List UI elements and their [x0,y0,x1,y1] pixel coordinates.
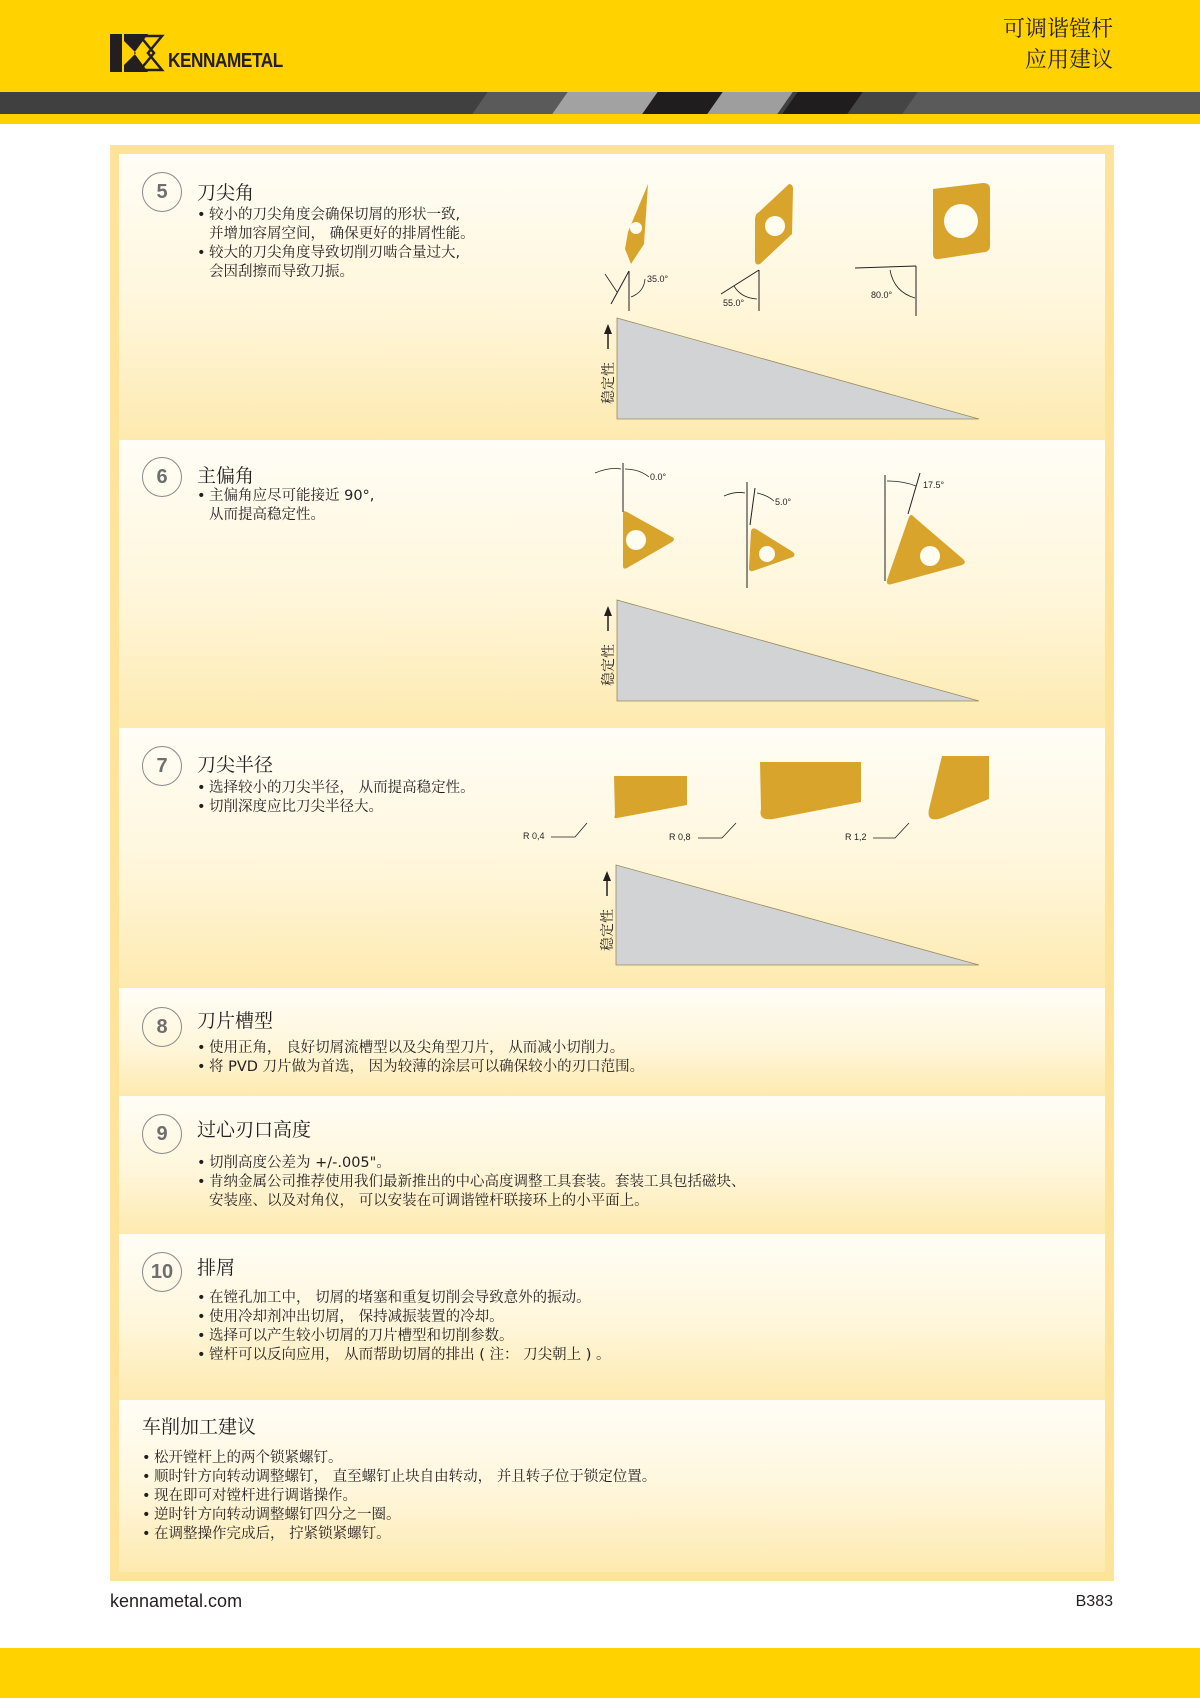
insert-17-5deg-icon [885,473,965,585]
bullet-item: • 较大的刀尖角度导致切削刃啮合量过大, 会因刮擦而导致刀振。 [197,244,475,282]
svg-text:0.0°: 0.0° [650,472,667,482]
bullet-item: • 选择较小的刀尖半径， 从而提高稳定性。 [197,779,475,798]
bullet-item: • 较小的刀尖角度会确保切屑的形状一致, 并增加容屑空间， 确保更好的排屑性能。 [197,206,475,244]
stability-chart [600,318,979,419]
footer-website: kennametal.com [110,1591,243,1611]
bullet-item: • 肯纳金属公司推荐使用我们最新推出的中心高度调整工具套装。套装工具包括磁块、 安装座、以及对角仪， 可以安装在可调谐镗杆联接环上的小平面上。 [197,1173,746,1211]
stability-label: 稳定性 [601,644,617,686]
page-title-line1: 可调谐镗杆 [1002,17,1113,42]
kennametal-logo [110,34,302,72]
svg-text:R 0,4: R 0,4 [523,831,545,841]
section-center-height [119,1096,1105,1234]
section-title: 刀尖半径 [197,754,274,776]
lead-angle-diagram [549,455,1109,720]
bullet-item: • 主偏角应尽可能接近 90°, 从而提高稳定性。 [197,487,374,525]
footer-bar [0,1648,1200,1698]
nose-radius-diagram [519,743,1109,988]
bullet-item: • 在调整操作完成后， 拧紧锁紧螺钉。 [142,1525,656,1544]
brand-name: KENNAMETAL [168,50,283,72]
section-number-badge: 9 [142,1114,182,1154]
insert-r08-icon [669,762,861,842]
bullet-item: • 选择可以产生较小切屑的刀片槽型和切削参数。 [197,1327,610,1346]
bullet-item: • 镗杆可以反向应用， 从而帮助切屑的排出 ( 注： 刀尖朝上 ) 。 [197,1346,610,1365]
stability-label: 稳定性 [600,909,616,951]
nose-angle-diagram [549,174,1109,439]
section-insert-geometry [119,988,1105,1096]
bullet-item: • 将 PVD 刀片做为首选， 因为较薄的涂层可以确保较小的刃口范围。 [197,1058,644,1077]
bullet-item: • 现在即可对镗杆进行调谐操作。 [142,1487,656,1506]
section-title: 车削加工建议 [142,1416,257,1438]
svg-text:R 0,8: R 0,8 [669,832,691,842]
page-header [0,0,1200,124]
bullet-item: • 切削高度公差为 +/-.005"。 [197,1154,746,1173]
section-bullets [197,779,475,817]
svg-text:35.0°: 35.0° [647,274,669,284]
section-number-badge: 10 [142,1252,182,1292]
svg-text:R 1,2: R 1,2 [845,832,867,842]
page-title [1003,14,1113,76]
insert-0deg-icon [595,463,674,569]
bullet-item: • 逆时针方向转动调整螺钉四分之一圈。 [142,1506,656,1525]
insert-r12-icon [845,756,989,842]
kennametal-k-icon [110,34,170,72]
section-turning-recommendations [119,1400,1105,1572]
section-nose-radius [119,728,1105,988]
section-number-badge: 7 [142,746,182,786]
section-bullets [197,206,475,282]
page-title-line2: 应用建议 [1024,48,1113,73]
content-frame [110,145,1114,1581]
bullet-item: • 在镗孔加工中， 切屑的堵塞和重复切削会导致意外的振动。 [197,1289,610,1308]
insert-80-icon [855,183,990,316]
insert-55-icon [721,184,793,311]
stability-label: 稳定性 [601,362,617,404]
svg-text:17.5°: 17.5° [923,480,945,490]
section-nose-angle [119,154,1105,440]
section-title: 刀尖角 [197,182,255,204]
section-bullets [197,487,374,525]
section-number-badge: 6 [142,457,182,497]
insert-35-icon [605,184,669,311]
section-number-badge: 8 [142,1007,182,1047]
bullet-item: • 松开镗杆上的两个锁紧螺钉。 [142,1449,656,1468]
stability-chart [599,865,979,965]
section-title: 主偏角 [197,465,255,487]
bullet-item: • 切削深度应比刀尖半径大。 [197,798,475,817]
svg-text:80.0°: 80.0° [871,290,893,300]
svg-text:55.0°: 55.0° [723,298,745,308]
insert-5deg-icon [724,482,795,588]
section-bullets [197,1154,746,1211]
section-chip-evacuation [119,1234,1105,1400]
insert-r04-icon [523,776,687,841]
bullet-item: • 使用冷却剂冲出切屑， 保持减振装置的冷却。 [197,1308,610,1327]
section-lead-angle [119,440,1105,728]
section-title: 排屑 [197,1257,236,1279]
header-stripe-band [0,92,1200,114]
turning-bullets [142,1449,656,1544]
section-bullets [197,1039,644,1077]
bullet-item: • 使用正角， 良好切屑流槽型以及尖角型刀片， 从而减小切削力。 [197,1039,644,1058]
svg-text:5.0°: 5.0° [775,497,792,507]
stability-chart [600,600,979,701]
bullet-item: • 顺时针方向转动调整螺钉， 直至螺钉止块自由转动， 并且转子位于锁定位置。 [142,1468,656,1487]
section-number-badge: 5 [142,172,182,212]
section-title: 过心刃口高度 [197,1119,312,1141]
section-title: 刀片槽型 [197,1010,274,1032]
page-number: B383 [1075,1593,1113,1610]
section-bullets [197,1289,610,1365]
